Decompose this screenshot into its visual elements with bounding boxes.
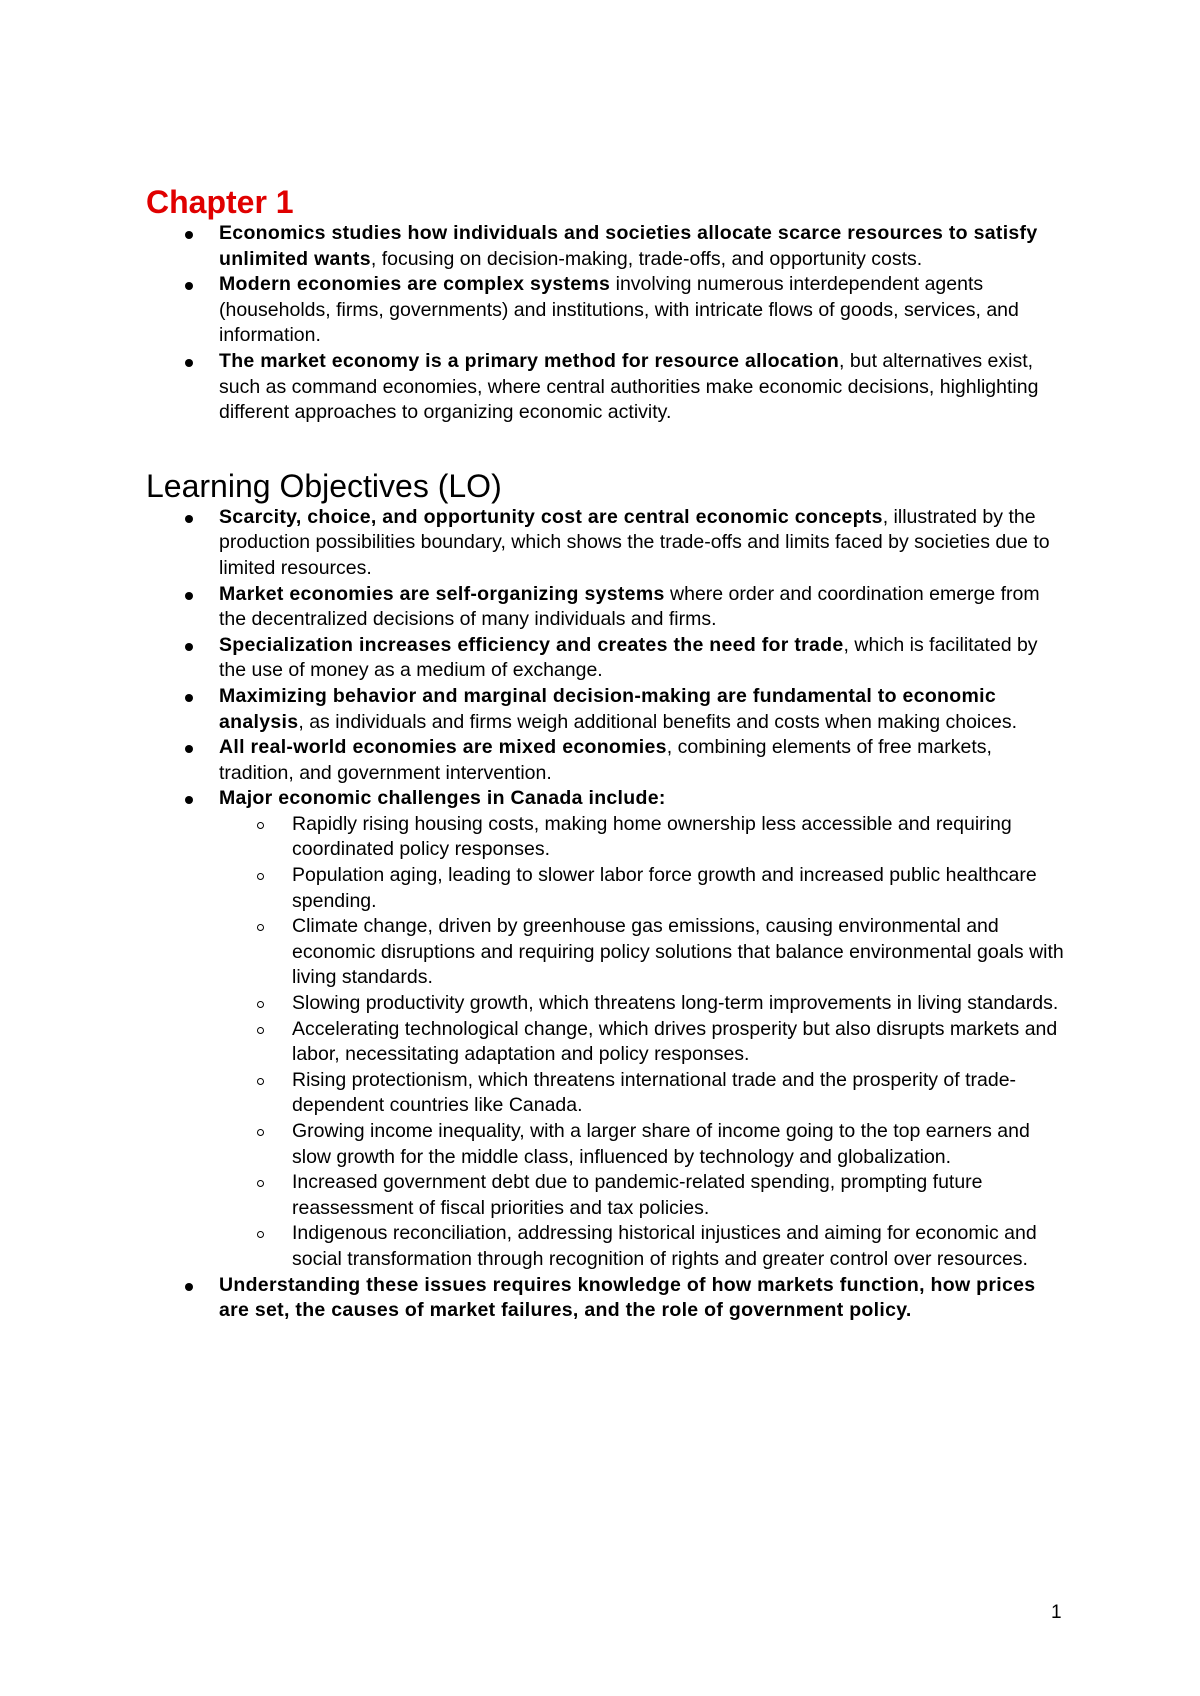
bullet-icon bbox=[185, 592, 193, 600]
hollow-bullet-icon bbox=[257, 1001, 264, 1008]
bullet-icon bbox=[185, 282, 193, 290]
hollow-bullet-icon bbox=[257, 1180, 264, 1187]
sublist-item: Rising protectionism, which threatens international trade and the prosperity of trade-dependent countries like Canada. bbox=[219, 1068, 1066, 1119]
page-number: 1 bbox=[1051, 1602, 1062, 1623]
list-item: Market economies are self-organizing systems where order and coordination emerge from the decentralized decisions of many individuals and firms. bbox=[146, 582, 1066, 633]
learning-objectives-list bbox=[146, 505, 1066, 1324]
sublist-item: Population aging, leading to slower labor force growth and increased public healthcare spending. bbox=[219, 863, 1066, 914]
list-item: The market economy is a primary method for resource allocation, but alternatives exist, such as command economies, where central authorities make economic decisions, highlighting different approaches to organizing economic activity. bbox=[146, 349, 1066, 426]
chapter-summary-list bbox=[146, 221, 1066, 426]
list-item: Modern economies are complex systems involving numerous interdependent agents (households, firms, governments) and institutions, with intricate flows of goods, services, and information. bbox=[146, 272, 1066, 349]
sublist-item: Indigenous reconciliation, addressing historical injustices and aiming for economic and social transformation through recognition of rights and greater control over resources. bbox=[219, 1221, 1066, 1272]
list-item: All real-world economies are mixed economies, combining elements of free markets, tradition, and government intervention. bbox=[146, 735, 1066, 786]
sublist-item: Climate change, driven by greenhouse gas emissions, causing environmental and economic disruptions and requiring policy solutions that balance environmental goals with living standards. bbox=[219, 914, 1066, 991]
sublist-item: Rapidly rising housing costs, making home ownership less accessible and requiring coordinated policy responses. bbox=[219, 812, 1066, 863]
list-item-challenges: Major economic challenges in Canada include: Rapidly rising housing costs, making home ownership less accessible and requiring coordinated policy responses. Population aging, leading to slower labor force growth and increased public healthcare spending. Climate change, driven by greenhouse gas emissions, causing environmental and economic disruptions and requiring policy solutions that balance environmental goals with living standards. Slowing productivity growth, which threatens long-term improvements in living standards. Accelerating technological change, which drives prosperity but also disrupts markets and labor, necessitating adaptation and policy responses. Rising protectionism, which threatens international trade and the prosperity of trade-dependent countries like Canada. Growing income inequality, with a larger share of income going to the top earners and slow growth for the middle class, influenced by technology and globalization. Increased government debt due to pandemic-related spending, prompting future reassessment of fiscal priorities and tax policies. Indigenous reconciliation, addressing historical injustices and aiming for economic and social transformation through recognition of rights and greater control over resources. bbox=[146, 786, 1066, 1272]
hollow-bullet-icon bbox=[257, 1231, 264, 1238]
list-item: Specialization increases efficiency and creates the need for trade, which is facilitated by the use of money as a medium of exchange. bbox=[146, 633, 1066, 684]
list-item: Maximizing behavior and marginal decision-making are fundamental to economic analysis, as individuals and firms weigh additional benefits and costs when making choices. bbox=[146, 684, 1066, 735]
hollow-bullet-icon bbox=[257, 924, 264, 931]
hollow-bullet-icon bbox=[257, 1078, 264, 1085]
list-item: Understanding these issues requires knowledge of how markets function, how prices are set, the causes of market failures, and the role of government policy. bbox=[146, 1273, 1066, 1324]
hollow-bullet-icon bbox=[257, 822, 264, 829]
learning-objectives-title: Learning Objectives (LO) bbox=[146, 467, 502, 504]
page-content bbox=[146, 183, 1066, 1324]
hollow-bullet-icon bbox=[257, 1129, 264, 1136]
sublist-item: Increased government debt due to pandemic-related spending, prompting future reassessment of fiscal priorities and tax policies. bbox=[219, 1170, 1066, 1221]
list-item: Scarcity, choice, and opportunity cost are central economic concepts, illustrated by the production possibilities boundary, which shows the trade-offs and limits faced by societies due to limited resources. bbox=[146, 505, 1066, 582]
bullet-icon bbox=[185, 515, 193, 523]
bullet-icon bbox=[185, 745, 193, 753]
chapter-title: Chapter 1 bbox=[146, 184, 294, 220]
sublist-item: Accelerating technological change, which drives prosperity but also disrupts markets and labor, necessitating adaptation and policy responses. bbox=[219, 1017, 1066, 1068]
challenges-sublist bbox=[219, 812, 1066, 1273]
bullet-icon bbox=[185, 796, 193, 804]
bullet-icon bbox=[185, 1283, 193, 1291]
sublist-item: Growing income inequality, with a larger share of income going to the top earners and slow growth for the middle class, influenced by technology and globalization. bbox=[219, 1119, 1066, 1170]
bullet-icon bbox=[185, 359, 193, 367]
hollow-bullet-icon bbox=[257, 873, 264, 880]
bullet-icon bbox=[185, 643, 193, 651]
list-item: Economics studies how individuals and societies allocate scarce resources to satisfy unlimited wants, focusing on decision-making, trade-offs, and opportunity costs. bbox=[146, 221, 1066, 272]
hollow-bullet-icon bbox=[257, 1027, 264, 1034]
bullet-icon bbox=[185, 231, 193, 239]
sublist-item: Slowing productivity growth, which threatens long-term improvements in living standards. bbox=[219, 991, 1066, 1017]
bullet-icon bbox=[185, 694, 193, 702]
